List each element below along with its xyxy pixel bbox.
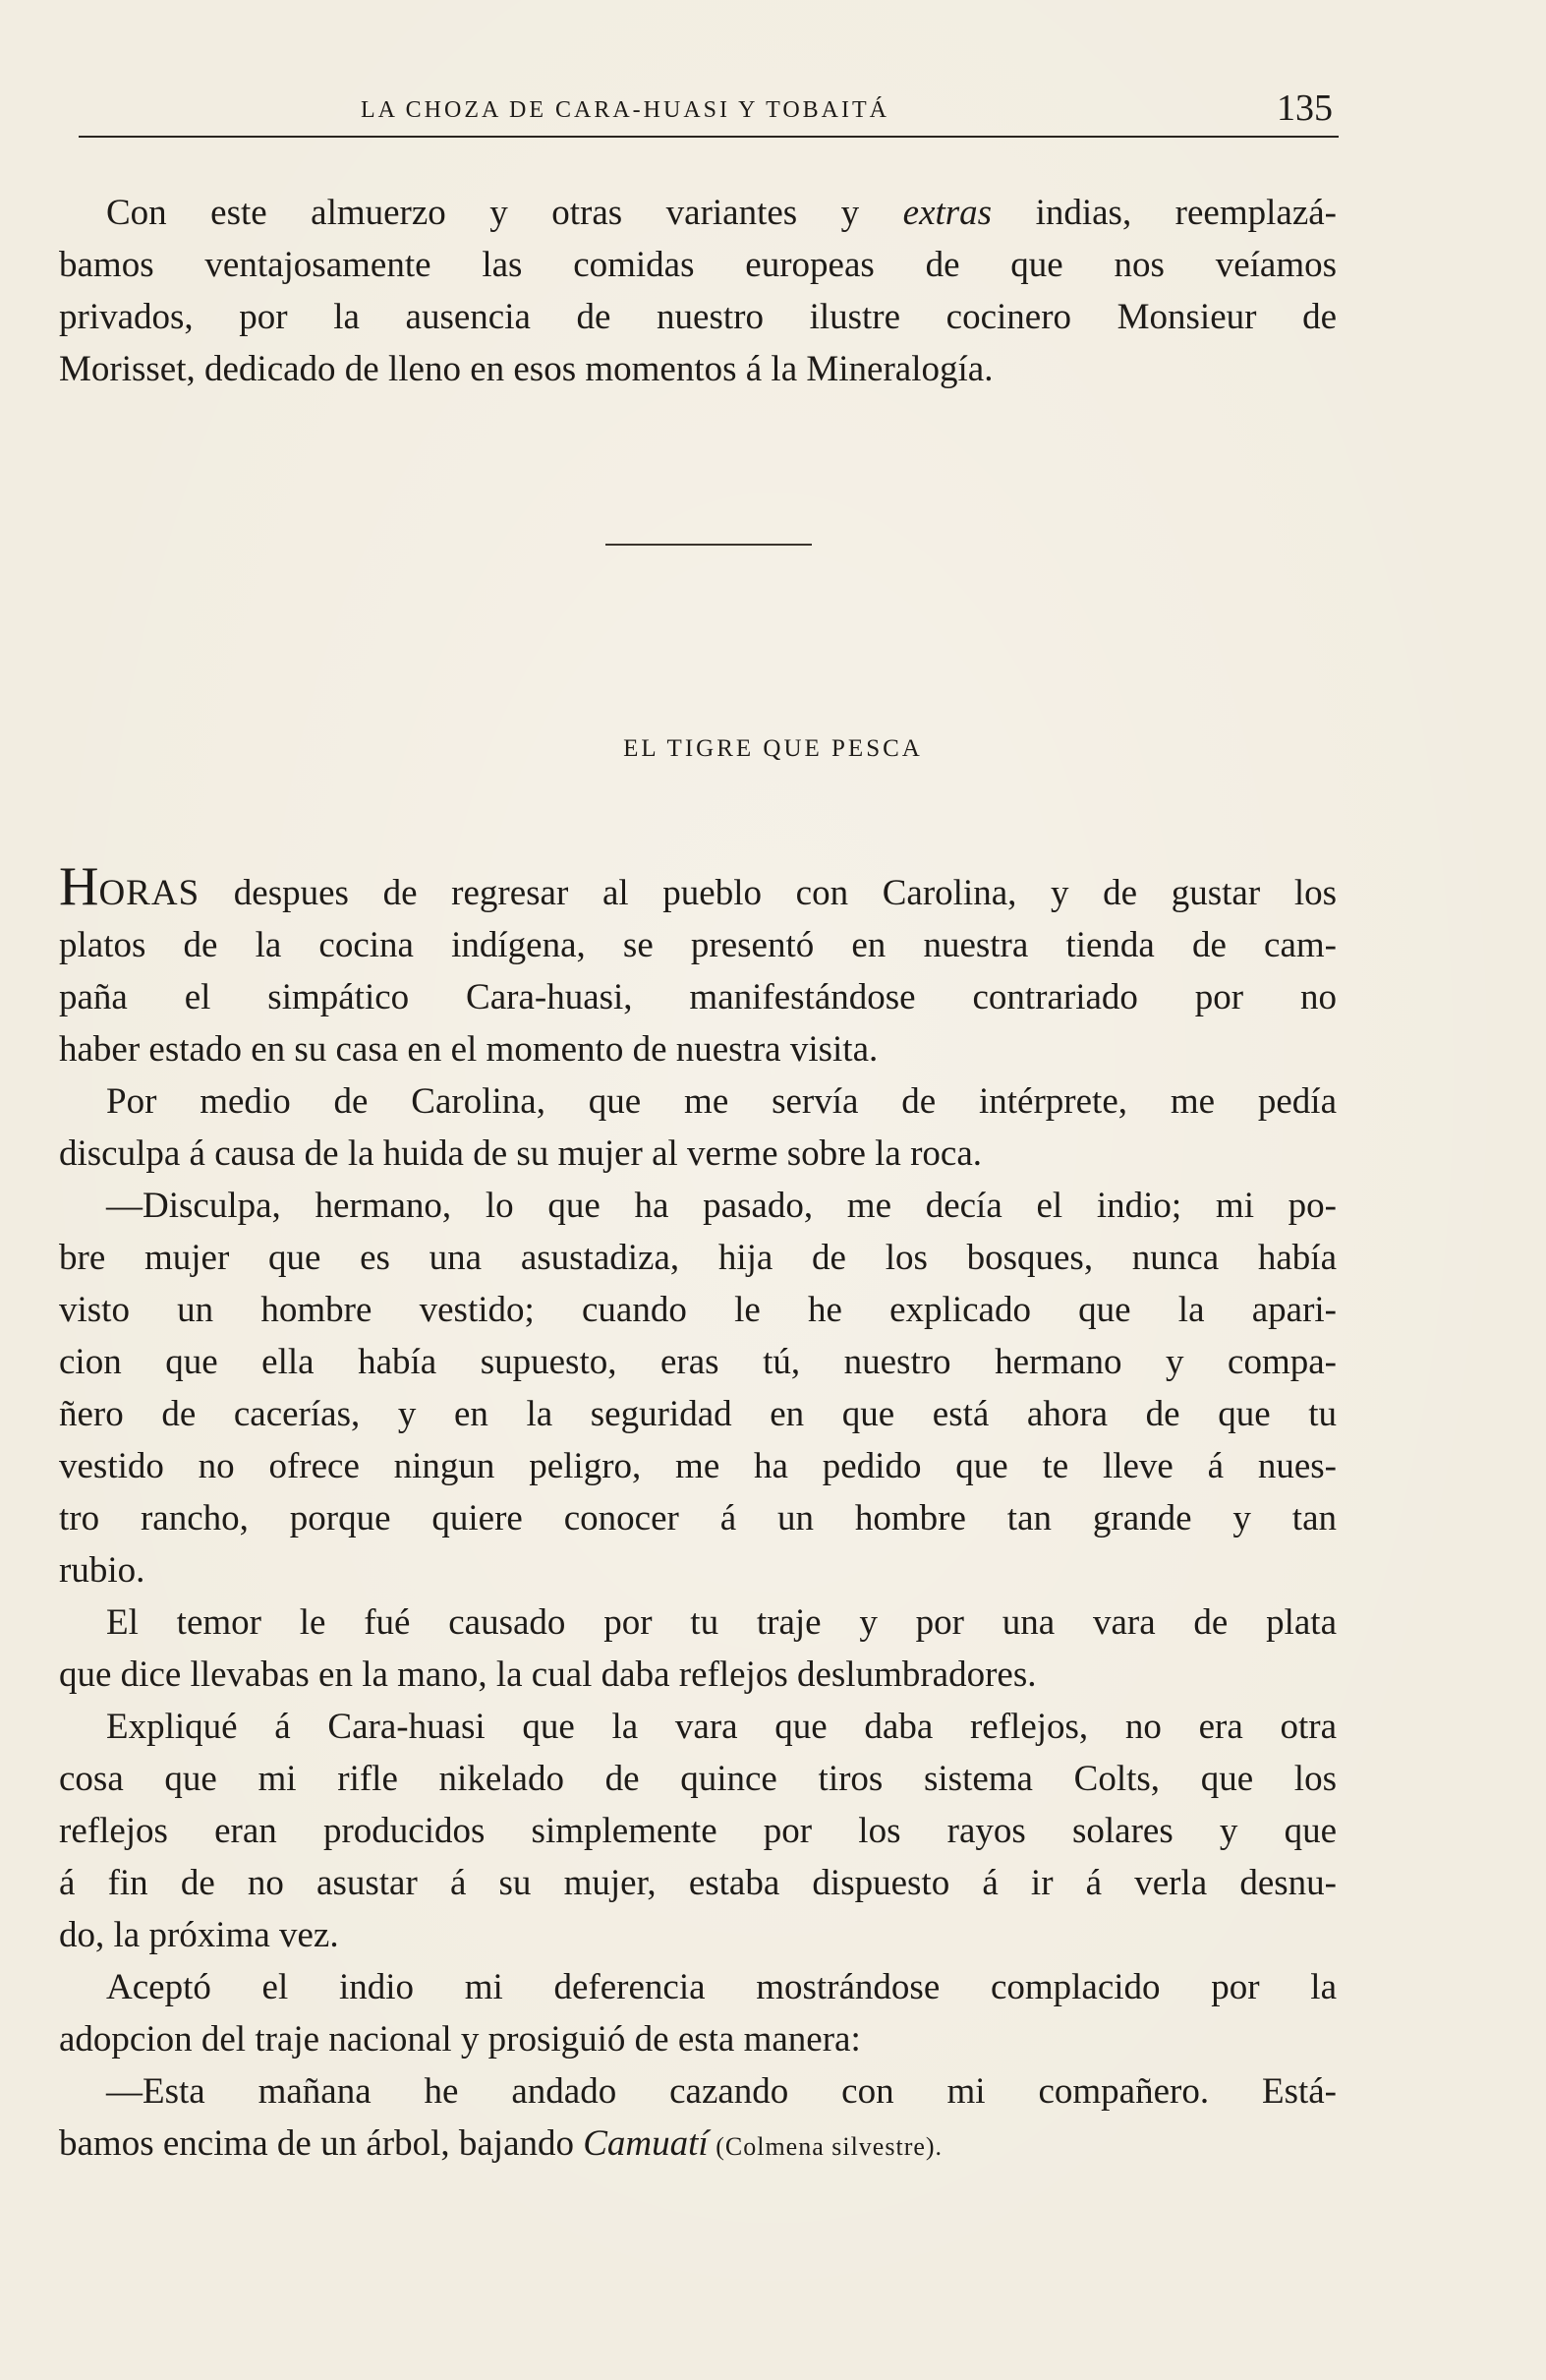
text-line: disculpa á causa de la huida de su mujer al verme sobre la roca. — [59, 1133, 983, 1174]
text-line: vestido no ofrece ningun peligro, me ha pedido que te lleve á nues- — [59, 1446, 1337, 1486]
text-span: bamos encima de un árbol, bajando — [59, 2123, 584, 2164]
text-line: que dice llevabas en la mano, la cual daba reflejos deslumbradores. — [59, 1654, 1037, 1695]
text-line: rubio. — [59, 1550, 145, 1591]
text-line: —Disculpa, hermano, lo que ha pasado, me decía el indio; mi po- — [106, 1186, 1337, 1226]
chapter-body — [59, 856, 1337, 2170]
text-line: paña el simpático Cara-huasi, manifestándose contrariado por no — [59, 977, 1337, 1017]
text-line — [59, 187, 1337, 239]
text-line: cosa que mi rifle nikelado de quince tiros sistema Colts, que los — [59, 1759, 1337, 1799]
text-span: indias, reemplazá- — [992, 193, 1337, 233]
text-line: privados, por la ausencia de nuestro ilustre cocinero Monsieur de — [59, 297, 1337, 337]
italic-word: extras — [902, 193, 993, 233]
text-line: bre mujer que es una asustadiza, hija de los bosques, nunca había — [59, 1238, 1337, 1278]
text-span: despues de regresar al pueblo con Carolina, y de gustar los — [200, 873, 1337, 913]
page-number: 135 — [1277, 87, 1333, 129]
text-line: ñero de cacerías, y en la seguridad en que está ahora de que tu — [59, 1394, 1337, 1434]
text-line: reflejos eran producidos simplemente por los rayos solares y que — [59, 1811, 1337, 1851]
small-caps-word: ORAS — [98, 873, 200, 913]
section-divider — [605, 544, 812, 546]
text-line: do, la próxima vez. — [59, 1915, 339, 1955]
text-line: haber estado en su casa en el momento de nuestra visita. — [59, 1029, 879, 1070]
text-line: cion que ella había supuesto, eras tú, nuestro hermano y compa- — [59, 1342, 1337, 1382]
parenthetical-note: (Colmena silvestre). — [708, 2132, 944, 2161]
text-line: adopcion del traje nacional y prosiguió de esta manera: — [59, 2019, 861, 2060]
section-title: EL TIGRE QUE PESCA — [623, 735, 923, 762]
text-line: Morisset, dedicado de lleno en esos momentos á la Mineralogía. — [59, 349, 994, 389]
text-line: Expliqué á Cara-huasi que la vara que daba reflejos, no era otra — [106, 1707, 1337, 1747]
text-line: —Esta mañana he andado cazando con mi compañero. Está- — [106, 2071, 1337, 2112]
text-line: Por medio de Carolina, que me servía de intérprete, me pedía — [106, 1081, 1337, 1122]
text-line: á fin de no asustar á su mujer, estaba dispuesto á ir á verla desnu- — [59, 1863, 1337, 1903]
text-line: bamos ventajosamente las comidas europeas de que nos veíamos — [59, 245, 1337, 285]
text-span: Con este almuerzo y otras variantes y — [106, 193, 903, 233]
text-line — [59, 856, 1337, 919]
page-header — [79, 87, 1339, 130]
text-line: tro rancho, porque quiere conocer á un hombre tan grande y tan — [59, 1498, 1337, 1538]
drop-cap: H — [59, 856, 99, 917]
text-line: platos de la cocina indígena, se presentó en nuestra tienda de cam- — [59, 925, 1337, 965]
opening-paragraph — [59, 187, 1337, 395]
italic-word: Camuatí — [583, 2123, 709, 2164]
text-line: Aceptó el indio mi deferencia mostrándose complacido por la — [106, 1967, 1337, 2007]
text-line: visto un hombre vestido; cuando le he explicado que la apari- — [59, 1290, 1337, 1330]
text-line: El temor le fué causado por tu traje y por una vara de plata — [106, 1602, 1337, 1643]
running-head: LA CHOZA DE CARA-HUASI Y TOBAITÁ — [360, 97, 889, 123]
header-rule — [79, 136, 1339, 138]
text-line — [59, 2118, 1337, 2170]
